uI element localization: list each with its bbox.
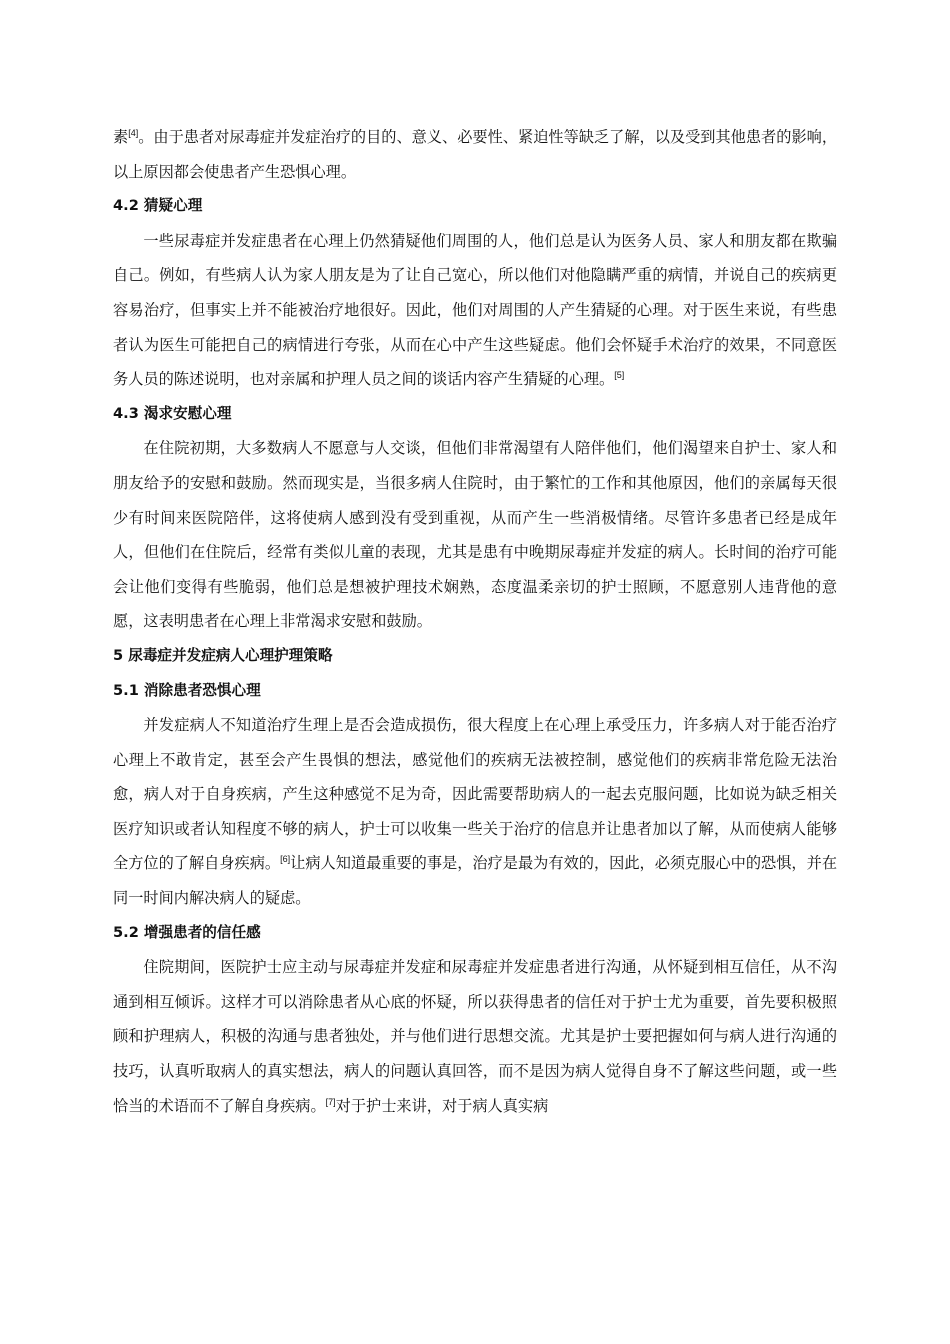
section-heading: 5 尿毒症并发症病人心理护理策略 [113, 646, 333, 664]
paragraph-text: 住院期间，医院护士应主动与尿毒症并发症和尿毒症并发症患者进行沟通，从怀疑到相互信任，从不沟通到相互倾诉。这样才可以消除患者从心底的怀疑，所以获得患者的信任对于护士尤为重要，首先要积极照顾和护理病人，积极的沟通与患者独处，并与他们进行思想交流。尤其是护士要把握如何与病人进行沟通的技巧，认真听取病人的真实想法，病人的问题认真回答，而不是因为病人觉得自身不了解这些问题，或一些恰当的术语而不了解自身疾病。 [113, 958, 837, 1115]
body-paragraph [113, 950, 837, 1123]
paragraph-text: 并发症病人不知道治疗生理上是否会造成损伤，很大程度上在心理上承受压力，许多病人对于能否治疗心理上不敢肯定，甚至会产生畏惧的想法，感觉他们的疾病无法被控制，感觉他们的疾病非常危险无法治愈，病人对于自身疾病，产生这种感觉不足为奇，因此需要帮助病人的一起去克服问题，比如说为缺乏相关医疗知识或者认知程度不够的病人，护士可以收集一些关于治疗的信息并让患者加以了解，从而使病人能够全方位的了解自身疾病。 [113, 716, 837, 873]
paragraph-text: 一些尿毒症并发症患者在心理上仍然猜疑他们周围的人，他们总是认为医务人员、家人和朋友都在欺骗自己。例如，有些病人认为家人朋友是为了让自己宽心，所以他们对他隐瞒严重的病情，并说自己的疾病更容易治疗，但事实上并不能被治疗地很好。因此，他们对周围的人产生猜疑的心理。对于医生来说，有些患者认为医生可能把自己的病情进行夸张，从而在心中产生这些疑虑。他们会怀疑手术治疗的效果，不同意医务人员的陈述说明，也对亲属和护理人员之间的谈话内容产生猜疑的心理。 [113, 231, 837, 389]
citation-reference: [5] [614, 370, 625, 381]
paragraph-text: 素 [113, 128, 129, 146]
section-heading: 4.2 猜疑心理 [113, 197, 203, 215]
paragraph-text: 让病人知道最重要的事是，治疗是最为有效的，因此，必须克服心中的恐惧，并在同一时间内解决病人的疑虑。 [113, 854, 838, 908]
paragraph-text: 。由于患者对尿毒症并发症治疗的目的、意义、必要性、紧迫性等缺乏了解，以及受到其他患者的影响，以上原因都会使患者产生恐惧心理。 [113, 128, 838, 181]
citation-reference: [7] [325, 1096, 336, 1107]
body-paragraph [113, 708, 837, 916]
section-heading: 4.3 渴求安慰心理 [113, 404, 232, 422]
paragraph-text: 对于护士来讲，对于病人真实病 [335, 1096, 549, 1115]
body-paragraph [113, 120, 837, 189]
section-heading: 5.1 消除患者恐惧心理 [113, 681, 261, 699]
citation-reference: [4] [128, 127, 139, 138]
body-paragraph [113, 224, 837, 397]
section-heading: 5.2 增强患者的信任感 [113, 923, 261, 941]
paragraph-text: 在住院初期，大多数病人不愿意与人交谈，但他们非常渴望有人陪伴他们，他们渴望来自护士、家人和朋友给予的安慰和鼓励。然而现实是，当很多病人住院时，由于繁忙的工作和其他原因，他们的亲属每天很少有时间来医院陪伴，这将使病人感到没有受到重视，从而产生一些消极情绪。尽管许多患者已经是成年人，但他们在住院后，经常有类似儿童的表现，尤其是患有中晚期尿毒症并发症的病人。长时间的治疗可能会让他们变得有些脆弱，他们总是想被护理技术娴熟，态度温柔亲切的护士照顾，不愿意别人违背他的意愿，这表明患者在心理上非常渴求安慰和鼓励。 [113, 439, 837, 631]
citation-reference: [6] [280, 854, 291, 865]
body-paragraph [113, 431, 837, 639]
